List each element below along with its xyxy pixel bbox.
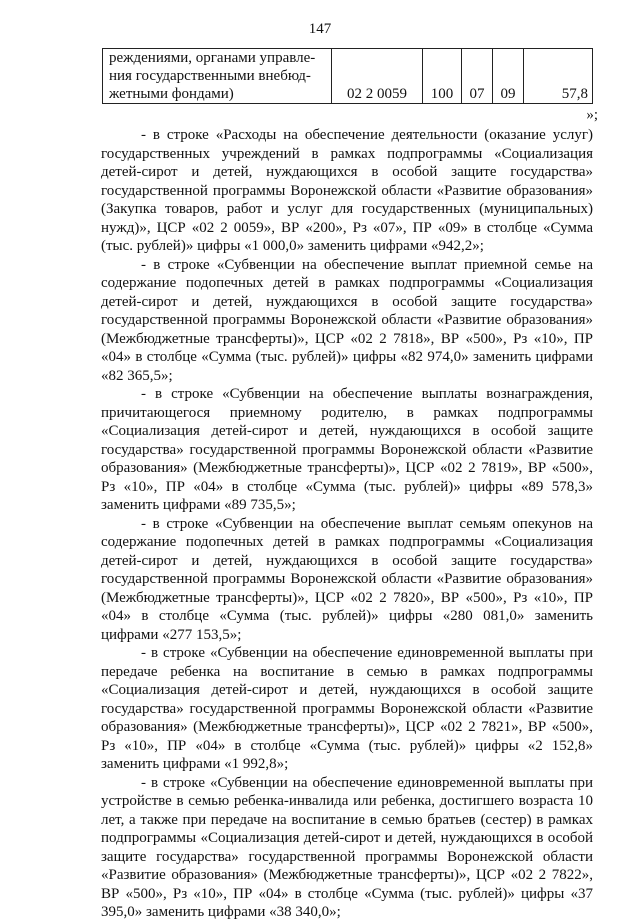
row-name-cell <box>103 49 332 104</box>
vr-cell: 100 <box>423 49 462 104</box>
row-name-line: ния государственными внебюд- <box>109 68 311 84</box>
row-name-line: реждениями, органами управле- <box>109 50 316 66</box>
amendment-paragraph: - в строке «Субвенции на обеспечение выплат приемной семье на содержание подопечных детей в рамках подпрограммы «Социализация детей-сирот и детей, нуждающихся в особой защите государства» государственной программы Воронежской области «Развитие образования» (Межбюджетные трансферты)», ЦСР «02 2 7818», ВР «500», Рз «10», ПР «04» в столбце «Сумма (тыс. рублей)» цифры «82 974,0» заменить цифрами «82 365,5»; <box>101 256 593 384</box>
pr-cell: 09 <box>493 49 524 104</box>
row-name-line: жетными фондами) <box>109 86 234 102</box>
csr-cell: 02 2 0059 <box>332 49 423 104</box>
amendment-text <box>101 126 593 922</box>
table-row <box>103 49 593 104</box>
closing-quote: »; <box>586 107 598 123</box>
amendment-paragraph: - в строке «Субвенции на обеспечение выплаты вознаграждения, причитающегося приемному родителю, в рамках подпрограммы «Социализация детей-сирот и детей, нуждающихся в особой защите государства» государственной программы Воронежской области «Развитие образования» (Межбюджетные трансферты)», ЦСР «02 2 7819», ВР «500», Рз «10», ПР «04» в столбце «Сумма (тыс. рублей)» цифры «89 578,3» заменить цифрами «89 735,5»; <box>101 386 593 513</box>
amendment-paragraph: - в строке «Субвенции на обеспечение выплат семьям опекунов на содержание подопечных детей в рамках подпрограммы «Социализация детей-сирот и детей, нуждающихся в особой защите государства» государственной программы Воронежской области «Развитие образования» (Межбюджетные трансферты)», ЦСР «02 2 7820», ВР «500», Рз «10», ПР «04» в столбце «Сумма (тыс. рублей)» цифры «280 081,0» заменить цифрами «277 153,5»; <box>101 515 593 643</box>
amendment-paragraph: - в строке «Расходы на обеспечение деятельности (оказание услуг) государственных учреждений в рамках подпрограммы «Социализация детей-сирот и детей, нуждающихся в особой защите государства» государственной программы Воронежской области «Развитие образования» (Закупка товаров, работ и услуг для государственных (муниципальных) нужд)», ЦСР «02 2 0059», ВР «200», Рз «07», ПР «09» в столбце «Сумма (тыс. рублей)» цифры «1 000,0» заменить цифрами «942,2»; <box>101 127 593 254</box>
page-number: 147 <box>308 21 332 37</box>
rz-cell: 07 <box>462 49 493 104</box>
sum-cell: 57,8 <box>524 49 593 104</box>
amendment-paragraph: - в строке «Субвенции на обеспечение единовременной выплаты при передаче ребенка на воспитание в семью в рамках подпрограммы «Социализация детей-сирот и детей, нуждающихся в особой защите государства» государственной программы Воронежской области «Развитие образования» (Межбюджетные трансферты)», ЦСР «02 2 7821», ВР «500», Рз «10», ПР «04» в столбце «Сумма (тыс. рублей)» цифры «2 152,8» заменить цифрами «1 992,8»; <box>101 645 593 772</box>
amendment-paragraph: - в строке «Субвенции на обеспечение единовременной выплаты при устройстве в семью ребенка-инвалида или ребенка, достигшего возраста 10 лет, а также при передаче на воспитание в семью братьев (сестер) в рамках подпрограммы «Социализация детей-сирот и детей, нуждающихся в особой защите государства» государственной программы Воронежской области «Развитие образования» (Межбюджетные трансферты)», ЦСР «02 2 7822», ВР «500», Рз «10», ПР «04» в столбце «Сумма (тыс. рублей)» цифры «37 395,0» заменить цифрами «38 340,0»; <box>101 774 593 920</box>
budget-table-fragment <box>102 48 593 104</box>
